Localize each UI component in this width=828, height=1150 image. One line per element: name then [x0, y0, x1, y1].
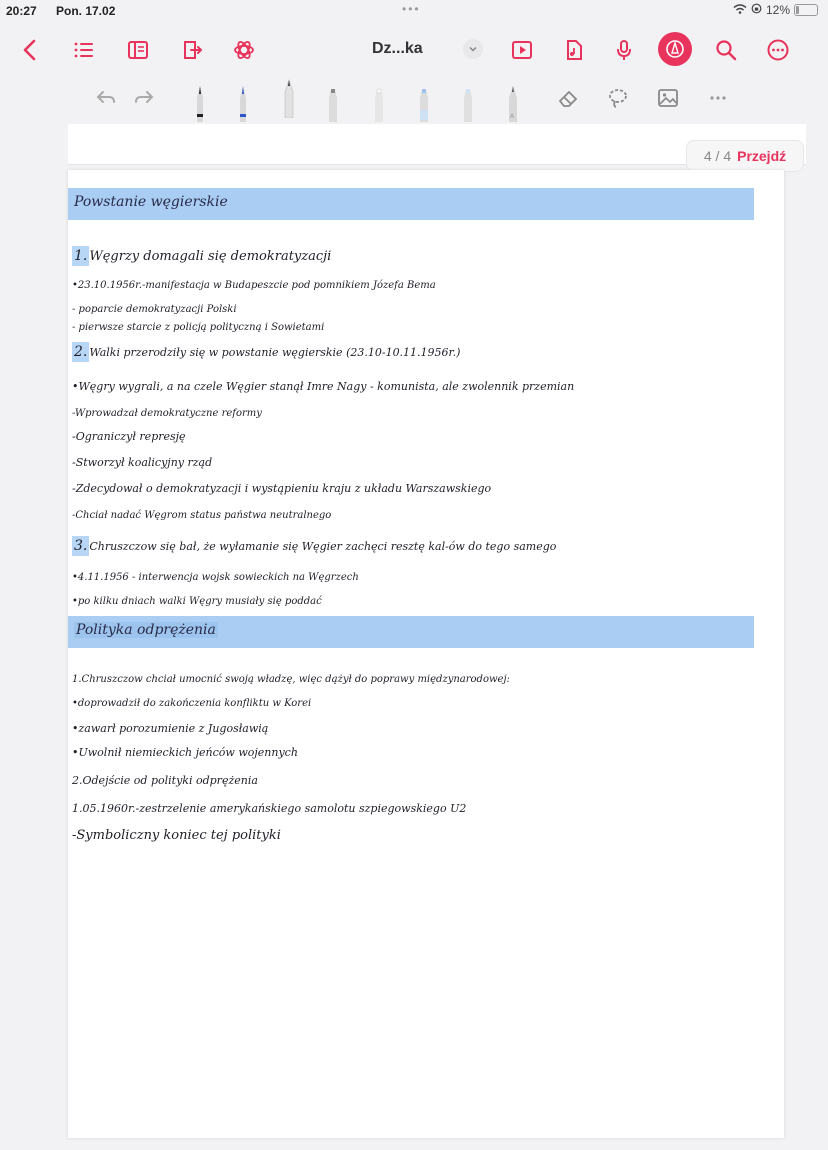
highlighter-blue[interactable] [416, 80, 432, 122]
note-line [72, 538, 556, 554]
note-page[interactable] [68, 170, 784, 1138]
pen-toolbar [0, 76, 828, 124]
note-line: •po kilku dniach walki Węgry musiały się poddać [72, 596, 322, 607]
back-icon[interactable] [16, 36, 44, 64]
pencil-tool[interactable] [505, 80, 521, 122]
note-line: •Uwolnił niemieckich jeńców wojennych [72, 746, 298, 759]
microphone-icon[interactable] [610, 36, 638, 64]
sidebar-icon[interactable] [124, 36, 152, 64]
multitasking-dots-icon[interactable]: ••• [402, 2, 421, 16]
pen-tool-blue[interactable] [235, 80, 251, 122]
note-line: -Zdecydował o demokratyzacji i wystąpieniu kraju z układu Warszawskiego [72, 482, 492, 495]
top-toolbar [0, 24, 828, 74]
battery-icon [794, 4, 818, 16]
status-bar [0, 0, 828, 22]
eraser-icon[interactable] [554, 84, 582, 112]
rotation-lock-icon [751, 3, 762, 17]
svg-text:A: A [510, 113, 515, 120]
more-icon[interactable] [764, 36, 792, 64]
note-line [72, 344, 460, 360]
section-heading: Powstanie węgierskie [74, 194, 228, 210]
go-to-page-button[interactable]: Przejdź [737, 148, 787, 164]
status-time: 20:27 [6, 4, 37, 18]
highlighter-white[interactable] [371, 80, 387, 122]
pen-tool-white[interactable] [281, 76, 297, 118]
highlighter-gray[interactable] [325, 80, 341, 122]
note-line: - poparcie demokratyzacji Polski [72, 304, 237, 315]
status-date: Pon. 17.02 [56, 4, 116, 18]
note-line: 1.05.1960r.-zestrzelenie amerykańskiego samolotu szpiegowskiego U2 [72, 802, 467, 815]
page-count: 4 / 4 [703, 148, 732, 164]
redo-icon[interactable] [130, 84, 158, 112]
section-heading-band [68, 616, 754, 648]
wifi-icon [733, 3, 747, 17]
note-line: •23.10.1956r.-manifestacja w Budapeszcie pod pomnikiem Józefa Bema [72, 280, 436, 291]
lasso-icon[interactable] [604, 84, 632, 112]
export-icon[interactable] [178, 36, 206, 64]
page-navigator[interactable] [686, 140, 804, 172]
play-icon[interactable] [508, 36, 536, 64]
point-number: 1. [74, 248, 88, 264]
note-line: - pierwsze starcie z policją polityczną i Sowietami [72, 322, 325, 333]
image-icon[interactable] [654, 84, 682, 112]
note-line: •doprowadził do zakończenia konfliktu w Korei [72, 698, 312, 709]
audio-file-icon[interactable] [560, 36, 588, 64]
point-title: Chruszczow się bał, że wyłamanie się Węgier zachęci resztę kal-ów do tego samego [89, 540, 557, 553]
chevron-down-icon[interactable] [463, 39, 483, 59]
undo-icon[interactable] [92, 84, 120, 112]
point-title: Węgrzy domagali się demokratyzacji [89, 249, 332, 264]
note-line: -Symboliczny koniec tej polityki [72, 828, 281, 843]
highlighter-light-blue[interactable] [460, 80, 476, 122]
battery-percent: 12% [765, 3, 790, 17]
more-dots-icon[interactable] [704, 84, 732, 112]
note-line: •4.11.1956 - interwencja wojsk sowieckich na Węgrzech [72, 572, 359, 583]
pen-icon[interactable] [658, 32, 692, 66]
note-line: -Stworzył koalicyjny rząd [72, 456, 213, 469]
note-line: -Ograniczył represję [72, 430, 186, 443]
ai-icon[interactable] [230, 36, 258, 64]
list-icon[interactable] [70, 36, 98, 64]
note-line: •zawarł porozumienie z Jugosławią [72, 722, 269, 735]
section-heading-band [68, 188, 754, 220]
point-number: 3. [74, 538, 88, 554]
pen-tool-black[interactable] [192, 80, 208, 122]
note-line: -Chciał nadać Węgrom status państwa neutralnego [72, 510, 332, 521]
status-right [733, 3, 818, 17]
section-heading: Polityka odprężenia [76, 622, 216, 638]
note-line: 2.Odejście od polityki odprężenia [72, 774, 258, 787]
note-line: -Wprowadzał demokratyczne reformy [72, 408, 262, 419]
search-icon[interactable] [712, 36, 740, 64]
document-title[interactable]: Dz...ka [372, 40, 423, 57]
point-number: 2. [74, 344, 88, 360]
note-line [72, 248, 331, 264]
point-title: Walki przerodziły się w powstanie węgierskie (23.10-10.11.1956r.) [89, 346, 461, 359]
note-line: •Węgry wygrali, a na czele Węgier stanął Imre Nagy - komunista, ale zwolennik przemian [72, 380, 575, 393]
note-line: 1.Chruszczow chciał umocnić swoją władzę, więc dążył do poprawy międzynarodowej: [72, 674, 510, 685]
